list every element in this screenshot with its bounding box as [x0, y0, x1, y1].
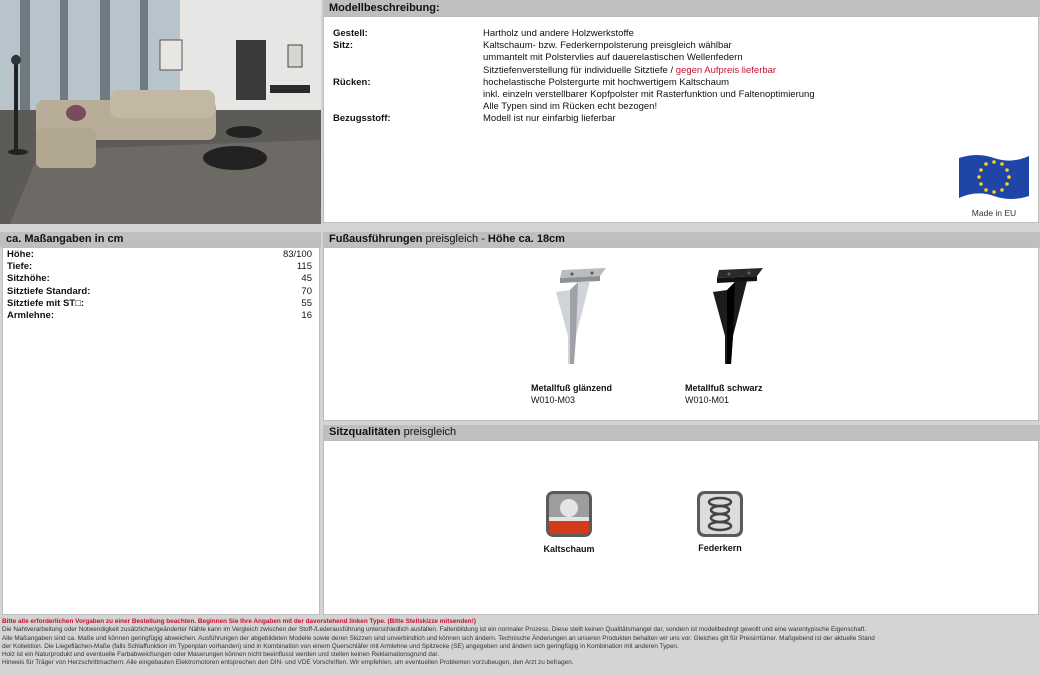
mb-row-frame: Gestell: Hartholz und andere Holzwerkstoffe [333, 28, 634, 39]
feet-panel [323, 247, 1039, 421]
dim-row-seat-depth-standard: Sitztiefe Standard: 70 [7, 285, 312, 297]
mb-row-back-2: inkl. einzeln verstellbarer Kopfpolster mit Rasterfunktion und Faltenoptimierung [483, 89, 815, 101]
seat-quality-panel [323, 440, 1039, 615]
mb-row-back-3: Alle Typen sind im Rücken echt bezogen! [483, 101, 658, 113]
cold-foam-icon [546, 491, 592, 537]
seat-label-spring-core: Federkern [698, 543, 742, 553]
footer-line: Die Nahtverarbeitung oder Notwendigkeit zusätzlicher/geänderter Nähte kann im Vergleich zwischen der Stoff-/Lederausführung unterschiedlich ausfallen. Faltenbildung ist ein normaler Prozess. Diese stellt keinen Qualitätsmangel dar, sondern ist modellbedingt gewollt und eine warentypische Eigenschaft. [2, 626, 867, 634]
footer-line: Hinweis für Träger von Herzschrittmachern: Alle eingebauten Elektromotoren entsprechen den DIN- und VDE Vorschriften. Wir empfehlen, um eventuellen Problemen vorzubeugen, den Arzt zu befragen. [2, 659, 574, 667]
surcharge-note: gegen Aufpreis lieferbar [675, 64, 777, 76]
dim-row-depth: Tiefe: 115 [7, 261, 312, 273]
footer-disclaimer [0, 617, 1040, 676]
dimensions-header: ca. Maßangaben in cm [0, 232, 321, 247]
product-photo [0, 0, 321, 224]
seat-quality-header: Sitzqualitäten preisgleich [323, 425, 1040, 440]
footer-line: Alle Maßangaben sind ca. Maße und können geringfügig abweichen. Ausführungen der abgebildeten Modelle sowie deren Skizzen sind unverbindlich und können sich ändern. Technische Änderungen an unseren Produkten behalten wir uns vor. Gleiches gilt für Preisirrtümer. Maßgebend ist der aktuelle Stand [2, 634, 875, 642]
dimensions-table [7, 249, 312, 322]
mb-row-back: Rücken: hochelastische Polstergurte mit hochwertigem Kaltschaum [333, 76, 730, 88]
dim-row-armrest: Armlehne: 16 [7, 310, 312, 322]
chrome-foot-icon [548, 266, 608, 366]
model-description-table [333, 28, 1003, 126]
black-foot-icon [705, 266, 765, 366]
spring-core-icon [697, 491, 743, 537]
made-in-eu-label: Made in EU [971, 208, 1017, 218]
feet-header: Fußausführungen preisgleich - Höhe ca. 18cm [323, 232, 1040, 247]
foot-item-black: Metallfuß schwarz W010-M01 [685, 383, 763, 405]
dim-row-seat-depth-st: Sitztiefe mit ST□: 55 [7, 297, 312, 309]
mb-row-seat: Sitz: Kaltschaum- bzw. Federkernpolsterung preisgleich wählbar [333, 40, 732, 52]
model-description-header: Modellbeschreibung: [323, 0, 1040, 16]
seat-label-cold-foam: Kaltschaum [543, 544, 595, 554]
dim-row-seat-height: Sitzhöhe: 45 [7, 273, 312, 285]
eu-flag-icon [957, 152, 1031, 202]
mb-row-cover: Bezugsstoff: Modell ist nur einfarbig lieferbar [333, 113, 616, 125]
made-in-eu-badge [957, 152, 1031, 216]
dim-row-height: Höhe: 83/100 [7, 249, 312, 260]
foot-item-chrome: Metallfuß glänzend W010-M03 [531, 383, 612, 405]
footer-line: der Kollektion. Die Liegeflächen-Maße (falls Schlaffunktion im Typenplan vorhanden) sind in Kombination von einem Querschläfer mit Armlehne und Spitzecke (SE) angegeben und ändern sich geringfügig in Kombination mit anderen Typen. [2, 642, 679, 650]
footer-warning: Bitte alle erforderlichen Vorgaben zu einer Bestellung beachten. Beginnen Sie Ihre Angaben mit der davorstehend linken Type. (Bitte Stellskizze mitsenden!) [2, 618, 476, 625]
footer-line: Holz ist ein Naturprodukt und eventuelle Farbabweichungen oder Maserungen können nicht beeinflusst werden und stellen keinen Reklamationsgrund dar. [2, 651, 439, 659]
mb-row-seat-2: ummantelt mit Polstervlies auf dauerelastischen Wellenfedern [483, 52, 743, 64]
mb-row-seat-depth: Sitztiefenverstellung für individuelle Sitztiefe / gegen Aufpreis lieferbar [483, 64, 777, 76]
